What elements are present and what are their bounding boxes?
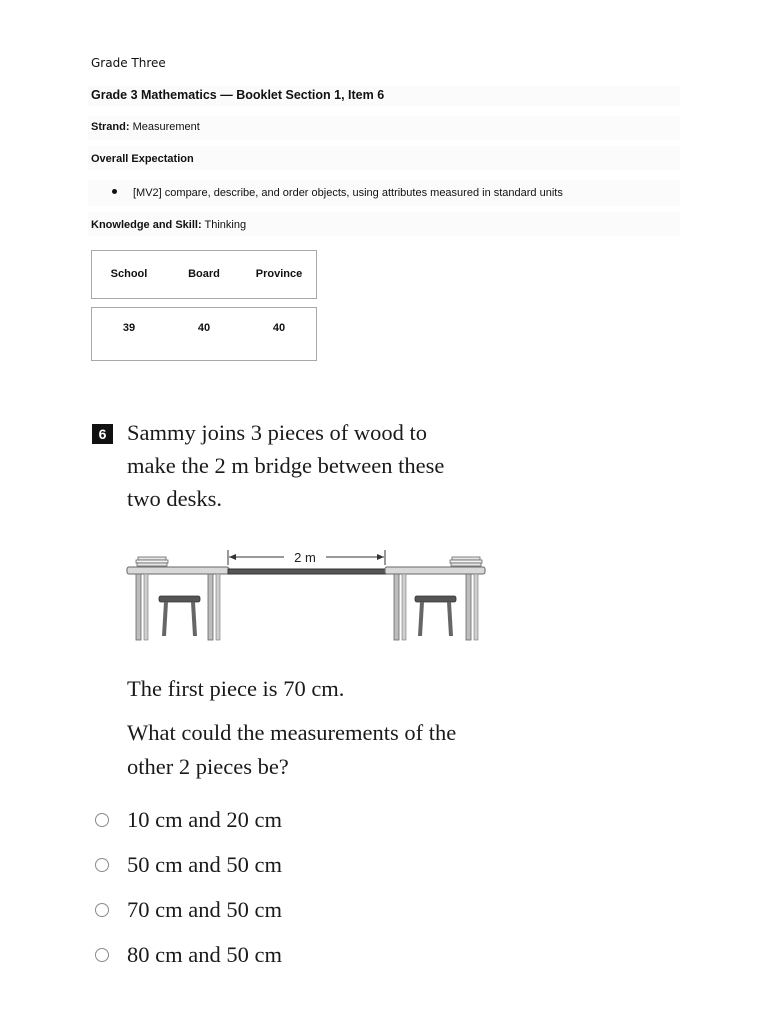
answer-option-c[interactable] xyxy=(95,895,282,925)
answer-option-b-text: 50 cm and 50 cm xyxy=(127,852,282,877)
results-table-header xyxy=(91,250,317,299)
question-stem-line-2: make the 2 m bridge between these xyxy=(127,453,445,478)
answer-option-d-text: 80 cm and 50 cm xyxy=(127,942,282,967)
strand-value: Measurement xyxy=(132,121,200,133)
knowledge-skill-label: Knowledge and Skill: xyxy=(91,219,202,231)
question-number-badge: 6 xyxy=(92,424,113,444)
left-book-1 xyxy=(138,557,166,560)
radio-button-icon[interactable] xyxy=(95,858,109,872)
question-prompt-line-2: other 2 pieces be? xyxy=(127,754,289,779)
left-book-3 xyxy=(137,563,167,566)
right-desk-leg-2 xyxy=(402,574,406,640)
radio-button-icon[interactable] xyxy=(95,903,109,917)
answer-option-b[interactable] xyxy=(95,850,282,880)
right-stool-leg-1 xyxy=(418,602,424,636)
left-desk-leg-4 xyxy=(216,574,220,640)
expectation-bullet-text: [MV2] compare, describe, and order objects, using attributes measured in standard units xyxy=(133,187,563,199)
left-stool-leg-1 xyxy=(162,602,168,636)
knowledge-skill-value: Thinking xyxy=(204,219,247,231)
arrow-head-left xyxy=(229,554,236,560)
radio-button-icon[interactable] xyxy=(95,948,109,962)
answer-option-a-text: 10 cm and 20 cm xyxy=(127,807,282,832)
expectation-bullet-item xyxy=(112,187,563,199)
wood-bridge xyxy=(228,569,386,574)
right-desk-leg-1 xyxy=(394,574,399,640)
given-statement: The first piece is 70 cm. xyxy=(127,676,345,701)
item-title: Grade 3 Mathematics — Booklet Section 1, Item 6 xyxy=(91,88,385,102)
answer-option-a[interactable] xyxy=(95,805,282,835)
arrow-head-right xyxy=(377,554,384,560)
right-stool-leg-2 xyxy=(447,602,453,636)
bridge-desks-figure xyxy=(124,545,494,645)
grade-label: Grade Three xyxy=(91,56,166,70)
right-book-3 xyxy=(451,563,481,566)
value-board: 40 xyxy=(197,322,211,334)
results-table-values xyxy=(91,307,317,361)
value-school: 39 xyxy=(122,322,136,334)
answer-option-c-text: 70 cm and 50 cm xyxy=(127,897,282,922)
left-desk-leg-1 xyxy=(136,574,141,640)
right-desk-leg-3 xyxy=(466,574,471,640)
header-school: School xyxy=(110,268,148,280)
strand-row xyxy=(91,121,200,133)
bullet-icon xyxy=(112,189,117,194)
right-book-2 xyxy=(450,560,482,563)
dimension-label: 2 m xyxy=(294,550,316,565)
header-board: Board xyxy=(188,268,220,280)
left-stool-seat xyxy=(159,596,200,602)
knowledge-skill-row xyxy=(91,219,246,231)
left-desk-leg-2 xyxy=(144,574,148,640)
right-stool-seat xyxy=(415,596,456,602)
left-book-2 xyxy=(136,560,168,563)
question-stem-line-1: Sammy joins 3 pieces of wood to xyxy=(127,420,427,445)
right-desk-leg-4 xyxy=(474,574,478,640)
strand-label: Strand: xyxy=(91,121,130,133)
right-book-1 xyxy=(452,557,480,560)
question-stem-line-3: two desks. xyxy=(127,486,222,511)
value-province: 40 xyxy=(272,322,286,334)
overall-expectation-label: Overall Expectation xyxy=(91,153,194,165)
left-desk-leg-3 xyxy=(208,574,213,640)
header-province: Province xyxy=(255,268,303,280)
left-stool-leg-2 xyxy=(191,602,197,636)
radio-button-icon[interactable] xyxy=(95,813,109,827)
question-prompt-line-1: What could the measurements of the xyxy=(127,720,457,745)
left-desk-top xyxy=(127,567,229,574)
right-desk-top xyxy=(385,567,485,574)
answer-option-d[interactable] xyxy=(95,940,282,970)
